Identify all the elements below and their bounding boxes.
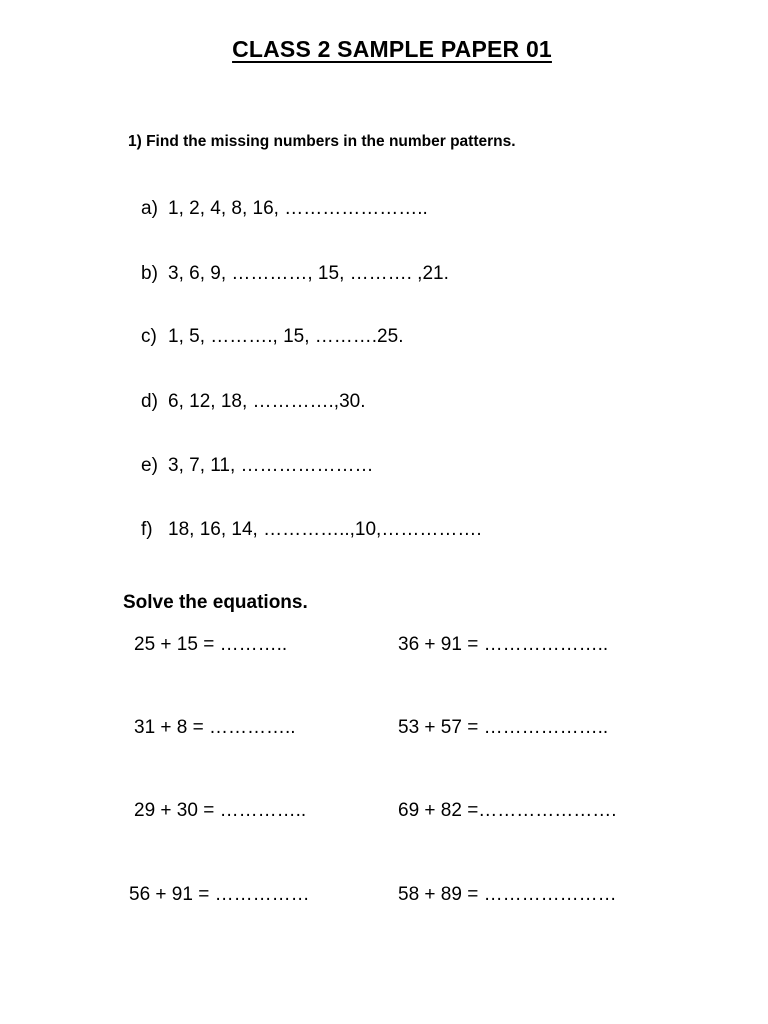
pattern-text: 18, 16, 14, …………..,10,…………….: [168, 519, 482, 540]
pattern-letter: f): [141, 519, 153, 540]
pattern-item-a: [141, 198, 428, 220]
equation-left-3: 29 + 30 = …………..: [134, 800, 307, 821]
equation-right-4: 58 + 89 = …………………: [398, 884, 617, 905]
page-title: CLASS 2 SAMPLE PAPER 01: [232, 36, 552, 62]
pattern-letter: b): [141, 263, 158, 284]
equation-left-4: 56 + 91 = ……………: [129, 884, 310, 905]
pattern-letter: d): [141, 391, 158, 412]
pattern-letter: c): [141, 326, 157, 347]
pattern-text: 3, 6, 9, …………, 15, ………. ,21.: [168, 263, 449, 284]
equation-left-2: 31 + 8 = …………..: [134, 717, 296, 738]
pattern-letter: a): [141, 198, 158, 219]
pattern-item-e: [141, 455, 374, 477]
question-1-heading: 1) Find the missing numbers in the number patterns.: [128, 133, 516, 150]
equation-left-1: 25 + 15 = ………..: [134, 634, 288, 655]
equation-right-2: 53 + 57 = ………………..: [398, 717, 609, 738]
pattern-letter: e): [141, 455, 158, 476]
pattern-text: 1, 2, 4, 8, 16, …………………..: [168, 198, 428, 219]
equation-right-3: 69 + 82 =………………….: [398, 800, 617, 821]
pattern-text: 1, 5, ………., 15, ……….25.: [168, 326, 404, 347]
question-2-heading: Solve the equations.: [123, 592, 308, 613]
pattern-text: 6, 12, 18, ………….,30.: [168, 391, 366, 412]
pattern-item-c: [141, 326, 403, 348]
equation-right-1: 36 + 91 = ………………..: [398, 634, 609, 655]
pattern-item-b: [141, 263, 449, 285]
pattern-item-f: [141, 519, 482, 541]
pattern-text: 3, 7, 11, …………………: [168, 455, 374, 476]
pattern-item-d: [141, 391, 365, 413]
